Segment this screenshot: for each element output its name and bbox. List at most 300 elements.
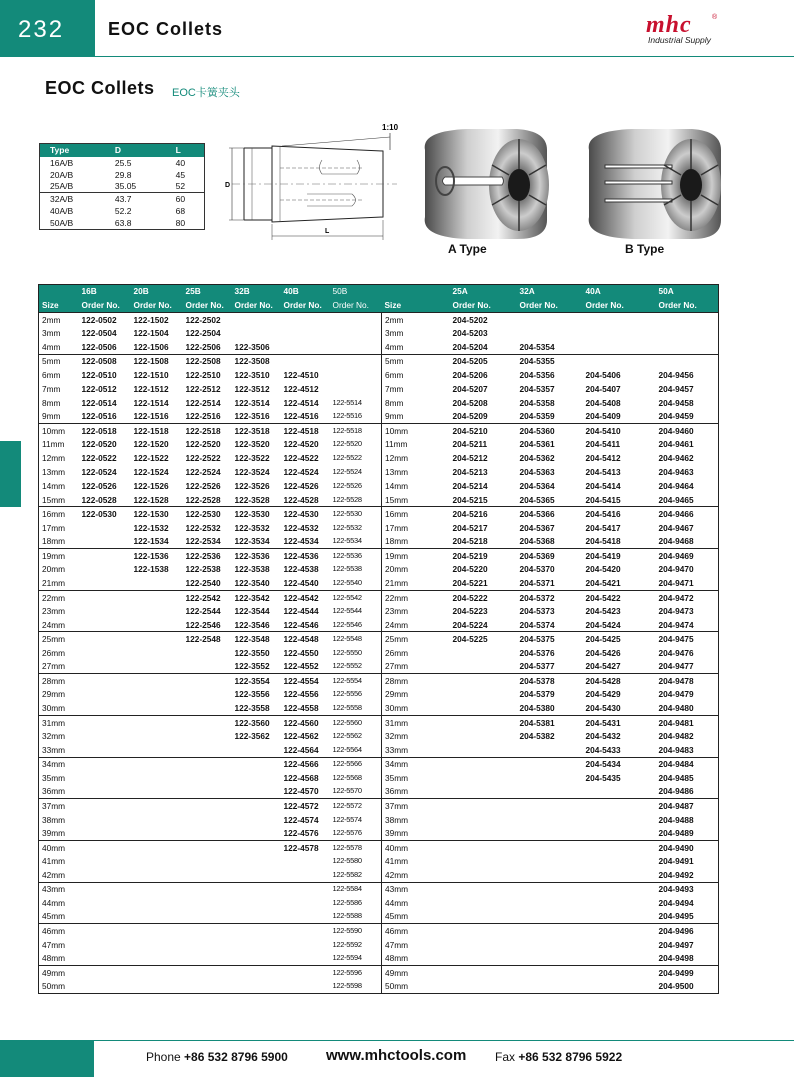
size-cell: 46mm bbox=[39, 924, 79, 938]
order-number-cell: 122-5580 bbox=[330, 854, 382, 868]
size-cell: 40mm bbox=[39, 840, 79, 854]
order-number-cell bbox=[131, 688, 183, 702]
order-number-cell bbox=[183, 826, 232, 840]
footer-website[interactable]: www.mhctools.com bbox=[326, 1047, 467, 1064]
size-cell: 24mm bbox=[385, 619, 409, 630]
size-cell: 23mm bbox=[385, 606, 409, 617]
spec-cell: 40A/B bbox=[50, 205, 74, 216]
order-number-cell bbox=[583, 854, 656, 868]
order-number-cell bbox=[131, 938, 183, 952]
order-number-cell bbox=[183, 840, 232, 854]
order-number-cell bbox=[583, 354, 656, 368]
order-number-cell bbox=[583, 340, 656, 354]
order-number-cell: 122-2504 bbox=[185, 328, 221, 339]
order-number-cell bbox=[583, 868, 656, 882]
spec-row bbox=[40, 157, 205, 169]
size-cell: 26mm bbox=[385, 647, 409, 658]
order-number-cell: 122-5540 bbox=[330, 576, 382, 590]
size-cell: 38mm bbox=[42, 814, 66, 825]
order-number-cell: 204-9477 bbox=[658, 661, 694, 672]
order-number-cell: 122-4560 bbox=[281, 715, 330, 729]
order-number-cell: 204-5354 bbox=[519, 341, 555, 352]
header-top-cell: 50A bbox=[656, 285, 719, 299]
order-number-table bbox=[38, 284, 719, 994]
size-cell: 30mm bbox=[42, 703, 66, 714]
order-number-cell bbox=[131, 965, 183, 979]
size-cell: 45mm bbox=[385, 911, 409, 922]
order-number-cell bbox=[79, 951, 131, 965]
order-number-cell: 122-5546 bbox=[330, 618, 382, 632]
order-number-cell: 122-3562 bbox=[234, 731, 270, 742]
order-number-cell bbox=[183, 910, 232, 924]
order-number-cell: 122-5598 bbox=[330, 979, 382, 993]
spec-cell: 16A/B bbox=[50, 157, 74, 168]
order-number-cell bbox=[79, 785, 131, 799]
spec-row bbox=[40, 205, 205, 217]
size-cell: 31mm bbox=[39, 715, 79, 729]
size-cell: 10mm bbox=[382, 424, 450, 438]
order-number-cell: 204-5357 bbox=[519, 383, 555, 394]
order-number-cell: 204-5425 bbox=[583, 632, 656, 646]
collet-technical-drawing bbox=[222, 120, 402, 245]
order-number-cell bbox=[79, 701, 131, 715]
a-type-caption: A Type bbox=[448, 242, 487, 256]
order-number-cell: 204-9470 bbox=[658, 564, 694, 575]
order-number-cell bbox=[281, 354, 330, 368]
order-number-cell: 122-2520 bbox=[185, 439, 221, 450]
order-number-cell: 122-2526 bbox=[185, 481, 221, 492]
size-cell: 20mm bbox=[42, 564, 66, 575]
order-number-cell: 122-5536 bbox=[330, 549, 382, 563]
order-number-cell bbox=[232, 313, 281, 327]
order-number-cell bbox=[450, 771, 517, 785]
size-cell: 6mm bbox=[385, 370, 404, 380]
size-cell: 11mm bbox=[385, 439, 408, 450]
spec-cell: 25.5 bbox=[114, 157, 132, 168]
order-number-cell: 204-5210 bbox=[450, 424, 517, 438]
order-number-cell bbox=[583, 882, 656, 896]
table-row bbox=[39, 701, 719, 715]
order-number-cell: 204-9489 bbox=[658, 828, 694, 839]
size-cell: 24mm bbox=[42, 619, 66, 630]
b-type-caption: B Type bbox=[625, 242, 665, 256]
order-number-cell: 204-9459 bbox=[658, 411, 694, 422]
order-number-cell: 204-5431 bbox=[583, 715, 656, 729]
size-cell: 40mm bbox=[382, 840, 450, 854]
footer-accent-box bbox=[0, 1040, 94, 1077]
order-number-cell: 122-0520 bbox=[81, 439, 117, 450]
order-number-cell: 122-3536 bbox=[232, 549, 281, 563]
order-number-cell bbox=[517, 882, 583, 896]
order-number-cell bbox=[131, 854, 183, 868]
order-number-cell bbox=[79, 535, 131, 549]
order-number-cell bbox=[79, 729, 131, 743]
table-row bbox=[39, 326, 719, 340]
order-number-cell: 204-5418 bbox=[585, 536, 621, 547]
order-number-cell bbox=[583, 951, 656, 965]
order-number-cell: 122-5568 bbox=[330, 771, 382, 785]
order-number-cell: 122-5518 bbox=[330, 424, 382, 438]
order-number-cell bbox=[79, 576, 131, 590]
size-cell: 18mm bbox=[42, 536, 66, 547]
order-number-cell bbox=[330, 382, 382, 396]
order-number-cell: 122-3510 bbox=[234, 370, 270, 380]
order-number-cell bbox=[517, 868, 583, 882]
header-bottom-cell: Order No. bbox=[183, 299, 232, 313]
order-number-cell: 122-4530 bbox=[281, 507, 330, 521]
order-number-cell: 204-5410 bbox=[583, 424, 656, 438]
order-number-cell bbox=[79, 590, 131, 604]
size-cell: 14mm bbox=[385, 481, 409, 492]
table-row bbox=[39, 590, 719, 604]
order-number-cell: 204-9482 bbox=[658, 731, 694, 742]
order-number-cell: 204-5205 bbox=[450, 354, 517, 368]
order-number-cell: 204-9461 bbox=[658, 439, 694, 450]
order-number-cell: 122-5590 bbox=[330, 924, 382, 938]
size-cell: 15mm bbox=[385, 494, 409, 505]
order-number-cell: 204-9488 bbox=[658, 814, 694, 825]
order-number-cell bbox=[131, 840, 183, 854]
order-number-cell: 204-5411 bbox=[585, 439, 621, 450]
order-number-cell bbox=[656, 313, 719, 327]
header-bottom-cell: Order No. bbox=[656, 299, 719, 313]
order-number-cell bbox=[131, 674, 183, 688]
order-number-cell bbox=[450, 785, 517, 799]
order-number-cell: 122-2510 bbox=[185, 370, 221, 380]
logo-registered: ® bbox=[712, 14, 718, 21]
order-number-cell bbox=[131, 799, 183, 813]
size-cell: 36mm bbox=[385, 786, 409, 797]
order-number-cell: 122-0526 bbox=[81, 481, 117, 492]
order-number-cell bbox=[183, 660, 232, 674]
order-number-cell bbox=[517, 979, 583, 993]
header-bottom-cell: Order No. bbox=[232, 299, 281, 313]
order-number-cell bbox=[79, 826, 131, 840]
order-number-cell: 204-9462 bbox=[658, 453, 694, 464]
order-number-cell bbox=[281, 326, 330, 340]
page-number-box bbox=[0, 0, 95, 57]
logo-brand: mhc bbox=[646, 12, 692, 38]
order-number-cell bbox=[131, 715, 183, 729]
size-cell: 50mm bbox=[42, 980, 66, 991]
table-row bbox=[39, 438, 719, 452]
header-top-cell: 40B bbox=[281, 285, 330, 299]
order-number-cell: 204-5432 bbox=[585, 731, 621, 742]
order-number-cell: 204-5424 bbox=[585, 619, 621, 630]
order-number-cell bbox=[517, 938, 583, 952]
spec-cell: 52 bbox=[175, 181, 186, 192]
order-number-cell: 204-5420 bbox=[585, 564, 621, 575]
size-cell: 12mm bbox=[385, 453, 409, 464]
order-number-cell: 122-5514 bbox=[330, 396, 382, 410]
order-number-cell: 204-9474 bbox=[658, 619, 694, 630]
order-number-cell bbox=[79, 910, 131, 924]
order-number-cell: 122-0504 bbox=[81, 328, 117, 339]
table-row bbox=[39, 854, 719, 868]
order-number-cell: 204-5421 bbox=[585, 578, 621, 589]
order-number-cell: 122-2502 bbox=[183, 313, 232, 327]
table-row bbox=[39, 785, 719, 799]
order-number-cell: 122-5574 bbox=[330, 813, 382, 827]
order-number-cell: 122-1534 bbox=[133, 536, 169, 547]
table-row bbox=[39, 410, 719, 424]
order-number-cell: 122-5554 bbox=[330, 674, 382, 688]
order-number-cell: 122-4540 bbox=[283, 578, 319, 589]
order-number-cell: 204-5358 bbox=[519, 397, 555, 408]
table-row bbox=[39, 354, 719, 368]
order-number-cell: 122-5556 bbox=[330, 688, 382, 702]
order-number-cell: 122-2548 bbox=[183, 632, 232, 646]
order-number-cell: 204-5212 bbox=[452, 453, 488, 464]
order-number-cell bbox=[232, 799, 281, 813]
size-cell: 43mm bbox=[382, 882, 450, 896]
table-row bbox=[39, 743, 719, 757]
order-number-cell bbox=[183, 688, 232, 702]
order-number-cell bbox=[183, 979, 232, 993]
order-number-cell: 204-5434 bbox=[583, 757, 656, 771]
table-row bbox=[39, 965, 719, 979]
order-number-cell: 204-5209 bbox=[452, 411, 488, 422]
order-number-cell: 122-5566 bbox=[330, 757, 382, 771]
table-row bbox=[39, 646, 719, 660]
order-number-cell: 204-5211 bbox=[452, 439, 488, 450]
order-number-cell: 122-4522 bbox=[283, 453, 319, 464]
size-cell: 10mm bbox=[39, 424, 79, 438]
order-number-cell bbox=[450, 924, 517, 938]
order-number-cell bbox=[232, 951, 281, 965]
order-number-cell bbox=[330, 313, 382, 327]
order-number-cell bbox=[79, 521, 131, 535]
header-top-cell: 25B bbox=[183, 285, 232, 299]
spec-cell: 40 bbox=[175, 157, 186, 168]
size-cell: 8mm bbox=[42, 397, 61, 408]
order-number-cell bbox=[232, 896, 281, 910]
order-number-cell: 204-9458 bbox=[658, 397, 694, 408]
header-bottom-cell: Size bbox=[382, 299, 450, 313]
taper-ratio-label: 1:10 bbox=[382, 123, 399, 132]
order-number-cell: 204-9475 bbox=[656, 632, 719, 646]
order-number-cell bbox=[232, 813, 281, 827]
order-number-cell: 204-5225 bbox=[450, 632, 517, 646]
table-row bbox=[39, 521, 719, 535]
spec-header-row bbox=[40, 144, 205, 157]
order-number-cell: 122-2508 bbox=[183, 354, 232, 368]
order-number-cell: 122-0502 bbox=[79, 313, 131, 327]
size-cell: 35mm bbox=[385, 772, 409, 783]
order-number-cell: 122-3550 bbox=[234, 647, 270, 658]
order-number-cell: 204-5409 bbox=[585, 411, 621, 422]
order-number-cell bbox=[517, 826, 583, 840]
order-number-cell: 204-5214 bbox=[452, 481, 488, 492]
order-number-cell: 122-1530 bbox=[131, 507, 183, 521]
order-number-cell bbox=[131, 979, 183, 993]
order-number-cell: 122-4538 bbox=[283, 564, 319, 575]
order-number-cell: 122-3538 bbox=[234, 564, 270, 575]
order-number-cell: 122-3528 bbox=[234, 494, 270, 505]
order-number-cell bbox=[450, 840, 517, 854]
size-cell: 21mm bbox=[385, 578, 409, 589]
order-number-cell: 204-5408 bbox=[585, 397, 621, 408]
header-bottom-cell: Order No. bbox=[330, 299, 382, 313]
order-number-cell bbox=[183, 715, 232, 729]
order-number-cell bbox=[183, 951, 232, 965]
order-number-cell: 122-1506 bbox=[133, 341, 169, 352]
order-number-cell: 122-2530 bbox=[183, 507, 232, 521]
order-number-cell: 122-1522 bbox=[133, 453, 169, 464]
size-cell: 28mm bbox=[382, 674, 450, 688]
fax-label: Fax bbox=[495, 1050, 516, 1064]
order-number-cell: 122-0512 bbox=[81, 383, 117, 394]
order-number-cell: 122-4548 bbox=[281, 632, 330, 646]
order-number-cell: 122-0506 bbox=[81, 341, 117, 352]
order-number-cell: 204-5375 bbox=[517, 632, 583, 646]
logo-tagline: Industrial Supply bbox=[648, 35, 711, 45]
order-number-cell bbox=[517, 951, 583, 965]
order-number-cell bbox=[232, 854, 281, 868]
order-number-cell bbox=[583, 326, 656, 340]
order-number-cell: 122-4544 bbox=[283, 606, 319, 617]
order-number-cell bbox=[232, 743, 281, 757]
order-number-cell bbox=[79, 646, 131, 660]
spec-cell: 35.05 bbox=[114, 181, 137, 192]
order-number-cell bbox=[131, 660, 183, 674]
table-row bbox=[39, 604, 719, 618]
order-number-cell: 122-0508 bbox=[79, 354, 131, 368]
order-number-cell: 204-5373 bbox=[519, 606, 555, 617]
header-bottom-cell: Order No. bbox=[450, 299, 517, 313]
table-row bbox=[39, 813, 719, 827]
size-cell: 36mm bbox=[42, 786, 66, 797]
order-number-cell: 122-3530 bbox=[232, 507, 281, 521]
order-number-cell bbox=[450, 799, 517, 813]
order-number-cell: 204-5381 bbox=[517, 715, 583, 729]
spec-table-body bbox=[40, 157, 205, 230]
order-number-cell bbox=[232, 826, 281, 840]
size-cell: 5mm bbox=[39, 354, 79, 368]
size-cell: 49mm bbox=[382, 965, 450, 979]
order-number-cell bbox=[450, 826, 517, 840]
order-number-cell: 122-5588 bbox=[330, 910, 382, 924]
order-number-cell bbox=[281, 924, 330, 938]
spec-cell: 68 bbox=[175, 205, 186, 216]
order-number-cell: 122-4566 bbox=[281, 757, 330, 771]
order-number-cell bbox=[79, 660, 131, 674]
order-number-cell: 122-5592 bbox=[330, 938, 382, 952]
order-number-cell: 204-5360 bbox=[517, 424, 583, 438]
order-number-cell bbox=[183, 701, 232, 715]
order-number-cell: 122-4558 bbox=[283, 703, 319, 714]
order-number-cell bbox=[131, 701, 183, 715]
order-number-cell bbox=[183, 854, 232, 868]
table-row bbox=[39, 368, 719, 382]
order-number-cell bbox=[450, 868, 517, 882]
order-number-cell: 122-4514 bbox=[283, 397, 319, 408]
order-number-cell: 204-5378 bbox=[517, 674, 583, 688]
table-row bbox=[39, 340, 719, 354]
order-number-cell bbox=[183, 813, 232, 827]
size-cell: 32mm bbox=[385, 731, 409, 742]
order-number-cell bbox=[583, 840, 656, 854]
size-cell: 7mm bbox=[42, 383, 61, 394]
order-number-cell bbox=[517, 854, 583, 868]
order-number-cell bbox=[330, 354, 382, 368]
order-number-cell: 204-5216 bbox=[450, 507, 517, 521]
order-number-cell bbox=[517, 965, 583, 979]
size-cell: 25mm bbox=[39, 632, 79, 646]
order-number-cell bbox=[656, 340, 719, 354]
order-number-cell bbox=[281, 951, 330, 965]
order-number-cell: 204-5355 bbox=[517, 354, 583, 368]
order-number-cell: 204-5413 bbox=[585, 467, 621, 478]
order-number-cell: 122-3540 bbox=[234, 578, 270, 589]
order-number-cell bbox=[79, 854, 131, 868]
size-cell: 2mm bbox=[382, 313, 450, 327]
size-cell: 9mm bbox=[42, 411, 61, 422]
order-number-cell bbox=[281, 882, 330, 896]
order-number-cell: 122-3516 bbox=[234, 411, 270, 422]
order-number-cell bbox=[131, 826, 183, 840]
size-cell: 27mm bbox=[42, 661, 66, 672]
size-cell: 48mm bbox=[42, 953, 66, 964]
header-bottom-cell: Size bbox=[39, 299, 79, 313]
order-number-cell: 122-4568 bbox=[283, 772, 319, 783]
order-number-cell bbox=[450, 938, 517, 952]
order-number-cell: 204-9492 bbox=[658, 869, 694, 880]
order-number-cell: 122-5582 bbox=[330, 868, 382, 882]
table-row bbox=[39, 632, 719, 646]
spec-table bbox=[39, 143, 205, 230]
table-row bbox=[39, 757, 719, 771]
size-cell: 31mm bbox=[382, 715, 450, 729]
size-cell: 50mm bbox=[385, 980, 409, 991]
order-number-cell bbox=[183, 785, 232, 799]
order-number-cell bbox=[183, 729, 232, 743]
order-number-cell: 122-4576 bbox=[283, 828, 319, 839]
size-cell: 7mm bbox=[385, 383, 404, 394]
order-number-cell: 204-5207 bbox=[452, 383, 488, 394]
order-number-cell: 204-9484 bbox=[656, 757, 719, 771]
order-number-cell: 204-5218 bbox=[452, 536, 488, 547]
order-number-cell: 204-5416 bbox=[583, 507, 656, 521]
order-number-cell: 122-1538 bbox=[133, 564, 169, 575]
order-number-cell: 204-5213 bbox=[452, 467, 488, 478]
order-number-cell: 204-5366 bbox=[517, 507, 583, 521]
table-row bbox=[39, 563, 719, 577]
size-cell: 47mm bbox=[385, 939, 409, 950]
size-cell: 42mm bbox=[42, 869, 66, 880]
order-number-cell: 204-9463 bbox=[658, 467, 694, 478]
order-number-cell: 204-5368 bbox=[519, 536, 555, 547]
size-cell: 19mm bbox=[382, 549, 450, 563]
order-number-cell bbox=[79, 618, 131, 632]
order-number-cell: 204-9466 bbox=[656, 507, 719, 521]
order-number-cell bbox=[281, 854, 330, 868]
order-number-cell: 122-3542 bbox=[232, 590, 281, 604]
size-cell: 34mm bbox=[39, 757, 79, 771]
order-number-cell: 204-5363 bbox=[519, 467, 555, 478]
order-number-cell bbox=[330, 326, 382, 340]
order-number-cell: 122-5584 bbox=[330, 882, 382, 896]
size-cell: 13mm bbox=[42, 467, 66, 478]
order-number-cell bbox=[517, 799, 583, 813]
size-cell: 41mm bbox=[42, 856, 66, 867]
order-number-cell bbox=[517, 757, 583, 771]
header-title: EOC Collets bbox=[108, 19, 224, 39]
table-row bbox=[39, 465, 719, 479]
table-row bbox=[39, 424, 719, 438]
order-number-cell: 122-5528 bbox=[330, 493, 382, 507]
order-number-cell: 204-5428 bbox=[583, 674, 656, 688]
